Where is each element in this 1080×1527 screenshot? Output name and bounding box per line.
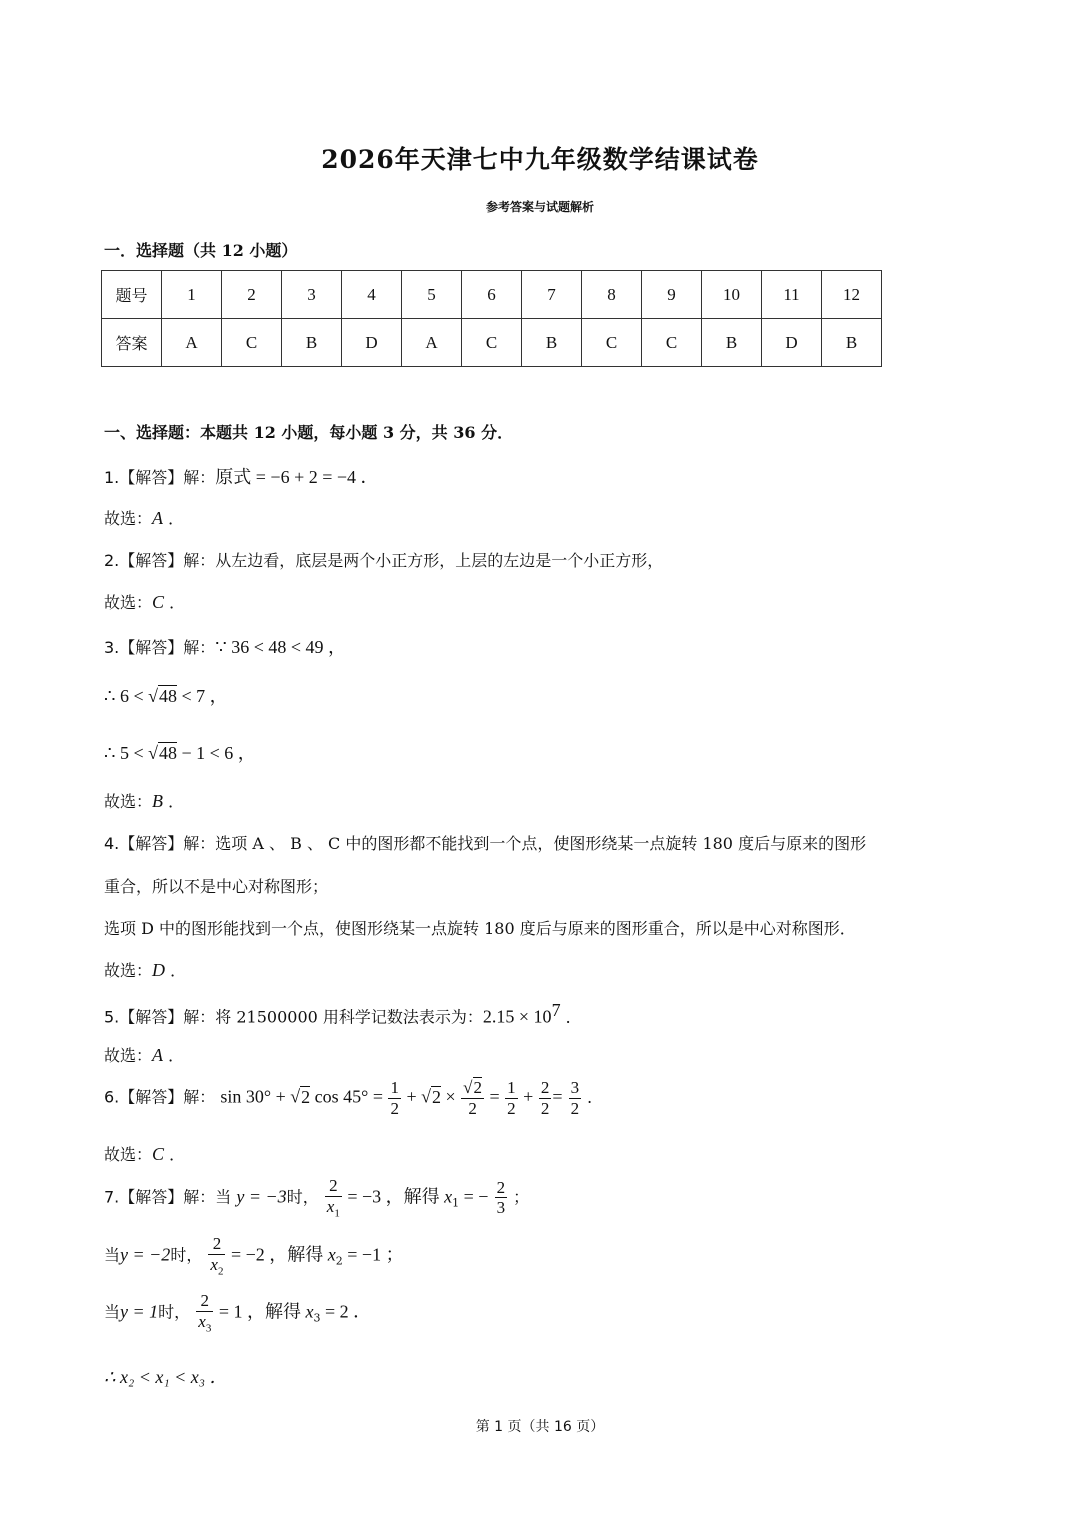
solution-q4-line2: 重合，所以不是中心对称图形； xyxy=(104,877,329,896)
section-heading-scoring: 一、选择题：本题共 12 小题，每小题 3 分，共 36 分． xyxy=(104,423,514,442)
page-footer: 第 1 页（共 16 页） xyxy=(475,1419,605,1435)
question-number: 1 xyxy=(162,271,222,319)
question-number: 12 xyxy=(822,271,882,319)
fraction: $\frac{√2}{2}$ xyxy=(463,1078,483,1118)
answer-cell: C xyxy=(222,319,282,367)
question-number: 9 xyxy=(642,271,702,319)
question-number: 10 xyxy=(702,271,762,319)
answer-cell: B xyxy=(522,319,582,367)
choice-q6: 故选：C ． xyxy=(104,1144,186,1164)
solution-q3-line3: ∴ 5 < √48 − 1 < 6 ， xyxy=(104,743,256,763)
answer-cell: A xyxy=(162,319,222,367)
question-number: 7 xyxy=(522,271,582,319)
answer-cell: B xyxy=(822,319,882,367)
solution-q2: 2.【解答】解：从左边看，底层是两个小正方形，上层的左边是一个小正方形， xyxy=(104,551,664,570)
answer-cell: C xyxy=(462,319,522,367)
solution-q5: 5.【解答】解：将 21500000 用科学记数法表示为：$2.15 \times 10^7$ ． xyxy=(104,1000,582,1027)
solution-q4-line3: 选项 D 中的图形能找到一个点，使图形绕某一点旋转 180 度后与原来的图形重合，所以是中心对称图形． xyxy=(104,919,856,938)
fraction: $\frac{1}{2}$ xyxy=(507,1078,516,1118)
answer-cell: D xyxy=(342,319,402,367)
solution-q7-line3: 当y = 1时， $\frac{2}{x_3}$ = 1 ，解得 $x_3 = 2$ ． xyxy=(104,1291,372,1334)
fraction: $\frac{2}{2}$ xyxy=(540,1078,550,1118)
choice-q3: 故选：B ． xyxy=(104,791,185,811)
question-number: 8 xyxy=(582,271,642,319)
answer-cell: B xyxy=(702,319,762,367)
table-row-answers xyxy=(102,319,882,367)
question-number: 5 xyxy=(402,271,462,319)
question-number: 11 xyxy=(762,271,822,319)
question-number: 3 xyxy=(282,271,342,319)
table-row-numbers xyxy=(102,271,882,319)
solution-q1: 1.【解答】解：原式 = −6 + 2 = −4 ． xyxy=(104,467,379,487)
answer-cell: C xyxy=(582,319,642,367)
answer-cell: D xyxy=(762,319,822,367)
choice-q2: 故选：C ． xyxy=(104,592,186,612)
solution-q4: 4.【解答】解：选项 A 、 B 、 C 中的图形都不能找到一个点，使图形绕某一点旋转 180 度后与原来的图形 xyxy=(104,834,867,853)
choice-q5: 故选：A ． xyxy=(104,1045,185,1065)
question-number: 6 xyxy=(462,271,522,319)
fraction: $\frac{1}{2}$ xyxy=(390,1078,399,1118)
solution-q3: 3.【解答】解：∵ 36 < 48 < 49 ， xyxy=(104,637,347,657)
page-title: 2026年天津七中九年级数学结课试卷 xyxy=(321,145,759,174)
fraction: $\frac{3}{2}$ xyxy=(570,1078,580,1118)
solution-q7: 7.【解答】解：当 y = −3时， $\frac{2}{x_1}$ = −3 ，解得 $x_1$ = − $\frac{2}{3}$ ； xyxy=(104,1176,530,1219)
solution-q3-line2: ∴ 6 < √48 < 7 ， xyxy=(104,686,228,706)
solution-q6: 6.【解答】解： sin 30° + √2 cos 45° = $\frac{1}{2}$ + √2 × $\frac{√2}{2}$ = $\frac{1}{2}$ + $\frac{2}{2}$ = $\frac{3}{2}$ ． xyxy=(104,1078,604,1118)
answer-cell: B xyxy=(282,319,342,367)
section-heading-choice: 一．选择题（共 12 小题） xyxy=(104,241,298,260)
question-number: 4 xyxy=(342,271,402,319)
choice-q1: 故选：A ． xyxy=(104,508,185,528)
fraction: $\frac{2}{3}$ xyxy=(496,1177,506,1218)
solution-q7-line2: 当y = −2时， $\frac{2}{x_2}$ = −2 ，解得 $x_2 = -1$ ； xyxy=(104,1234,404,1277)
row-label-number: 题号 xyxy=(102,271,162,319)
solution-q7-conclusion: ∴ x₂ < x₁ < x₃ ． xyxy=(104,1367,228,1387)
page-subtitle: 参考答案与试题解析 xyxy=(485,200,594,214)
row-label-answer: 答案 xyxy=(102,319,162,367)
answer-cell: C xyxy=(642,319,702,367)
fraction: $\frac{2}{x_3}$ xyxy=(198,1291,212,1334)
fraction: $\frac{2}{x_2}$ xyxy=(210,1234,224,1277)
fraction: $\frac{2}{x_1}$ xyxy=(326,1176,340,1219)
answer-table xyxy=(101,270,882,367)
choice-q4: 故选：D ． xyxy=(104,960,187,980)
answer-cell: A xyxy=(402,319,462,367)
question-number: 2 xyxy=(222,271,282,319)
